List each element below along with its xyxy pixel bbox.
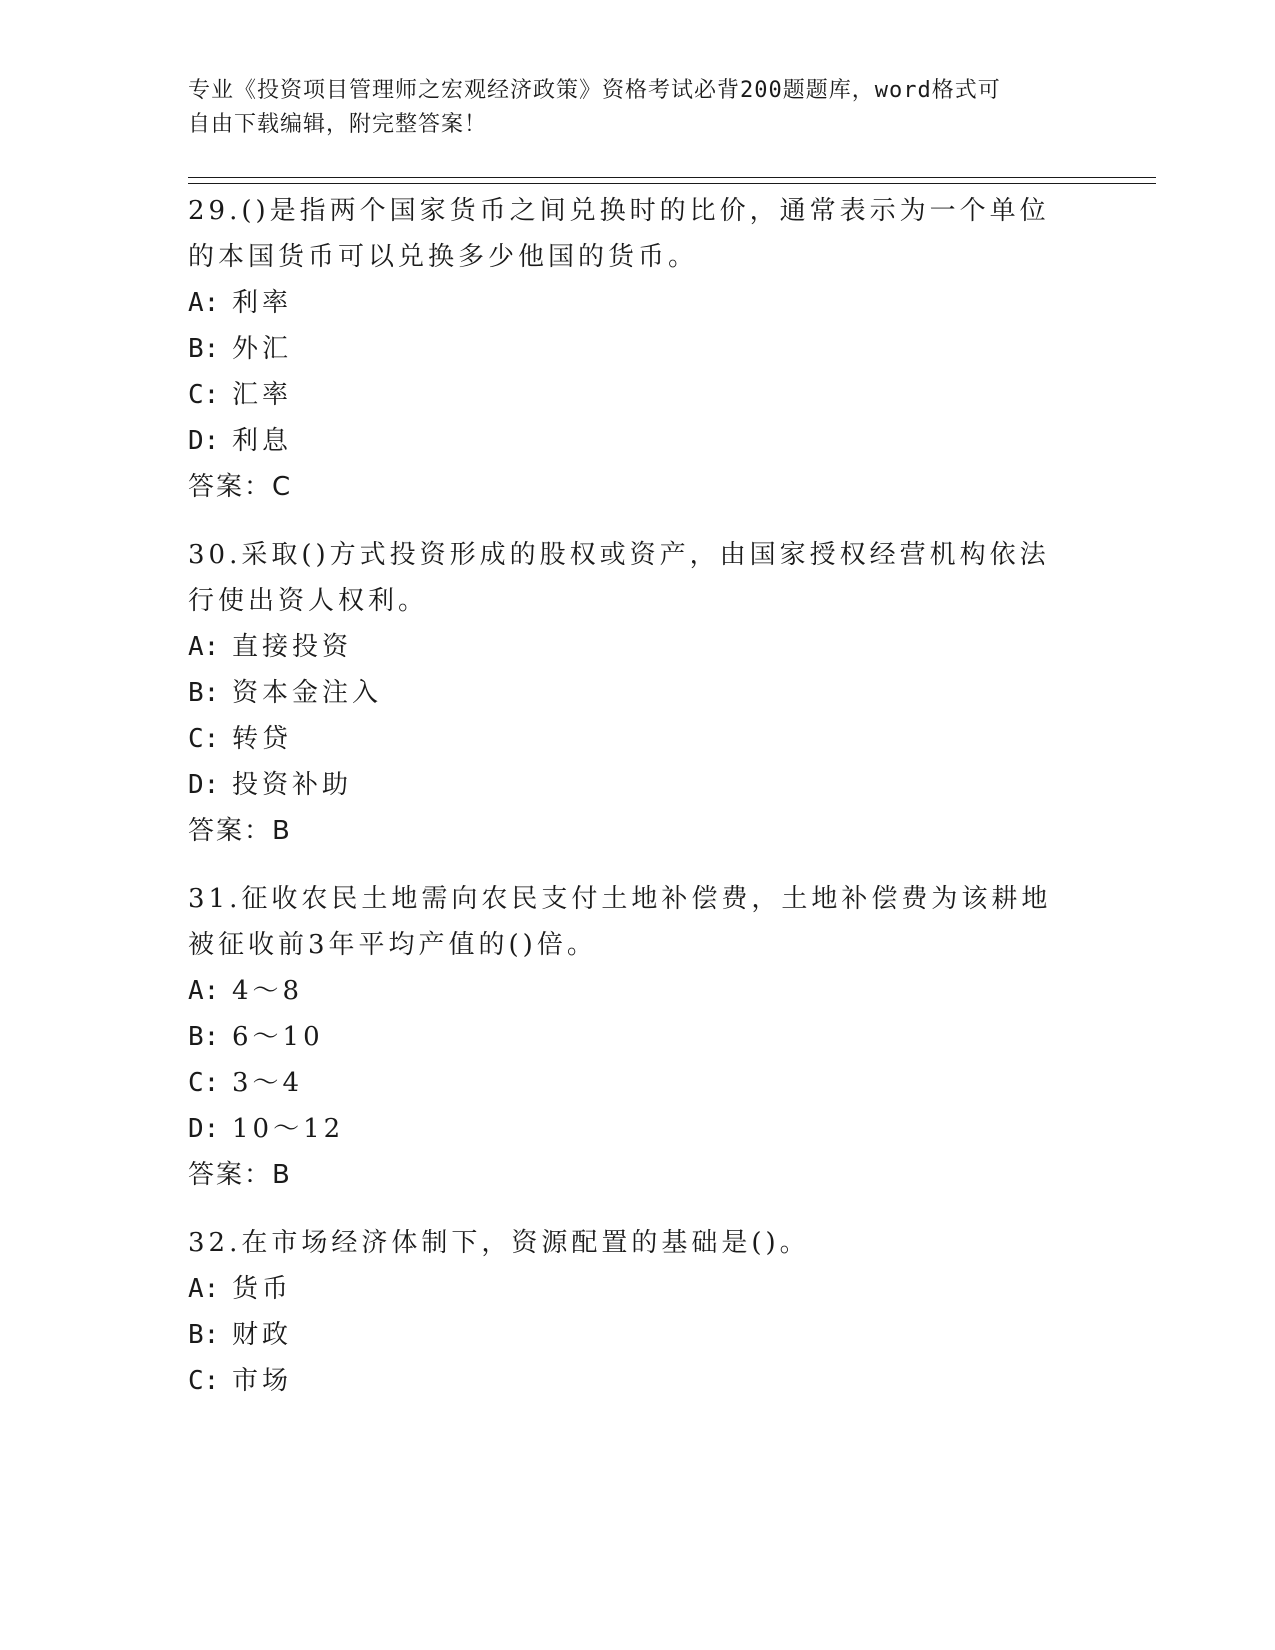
answer-key: 答案：C [188,472,293,502]
answer-option [188,670,1088,716]
option-text: 财政 [232,1320,293,1350]
answer-option [188,372,1088,418]
option-text: 利率 [232,288,293,318]
question-list [188,188,1088,1426]
option-letter: C: [188,1068,220,1098]
answer-option [188,1060,1088,1106]
option-letter: A: [188,976,220,1006]
option-letter: C: [188,380,220,410]
question-block [188,532,1088,854]
option-text: 直接投资 [232,632,353,662]
option-letter: D: [188,770,220,800]
answer-option [188,1358,1088,1404]
option-text: 资本金注入 [232,678,383,708]
option-text: 6～10 [232,1022,324,1052]
answer-option [188,716,1088,762]
option-letter: C: [188,1366,220,1396]
answer-option [188,326,1088,372]
answer-option [188,280,1088,326]
answer-option [188,1312,1088,1358]
header-divider-bottom [188,183,1156,184]
header-line-1: 专业《投资项目管理师之宏观经济政策》资格考试必背200题题库，word格式可 [188,78,1001,103]
answer-option [188,968,1088,1014]
question-block [188,876,1088,1198]
question-stem: 32.在市场经济体制下，资源配置的基础是()。 [188,1228,810,1258]
option-text: 利息 [232,426,293,456]
option-letter: C: [188,724,220,754]
option-letter: A: [188,288,220,318]
question-stem: 29.()是指两个国家货币之间兑换时的比价，通常表示为一个单位的本国货币可以兑换多少他国的货币。 [188,196,1050,272]
option-text: 货币 [232,1274,293,1304]
option-text: 市场 [232,1366,293,1396]
answer-key: 答案：B [188,1160,292,1190]
answer-key: 答案：B [188,816,292,846]
answer-option [188,1106,1088,1152]
option-text: 10～12 [232,1114,345,1144]
option-letter: D: [188,426,220,456]
question-stem: 31.征收农民土地需向农民支付土地补偿费，土地补偿费为该耕地被征收前3年平均产值的()倍。 [188,884,1052,960]
option-letter: B: [188,1022,220,1052]
answer-option [188,1266,1088,1312]
document-header [188,74,1068,142]
question-block [188,1220,1088,1404]
header-line-2: 自由下载编辑，附完整答案！ [188,112,488,137]
option-text: 投资补助 [232,770,353,800]
option-letter: A: [188,1274,220,1304]
answer-option [188,762,1088,808]
option-letter: D: [188,1114,220,1144]
answer-option [188,624,1088,670]
answer-option [188,1014,1088,1060]
header-divider-top [188,177,1156,178]
option-text: 3～4 [232,1068,304,1098]
option-text: 4～8 [232,976,304,1006]
question-block [188,188,1088,510]
option-letter: A: [188,632,220,662]
question-stem: 30.采取()方式投资形成的股权或资产，由国家授权经营机构依法行使出资人权利。 [188,540,1050,616]
option-letter: B: [188,678,220,708]
option-text: 转贷 [232,724,293,754]
option-letter: B: [188,334,220,364]
option-text: 外汇 [232,334,293,364]
option-text: 汇率 [232,380,293,410]
answer-option [188,418,1088,464]
option-letter: B: [188,1320,220,1350]
